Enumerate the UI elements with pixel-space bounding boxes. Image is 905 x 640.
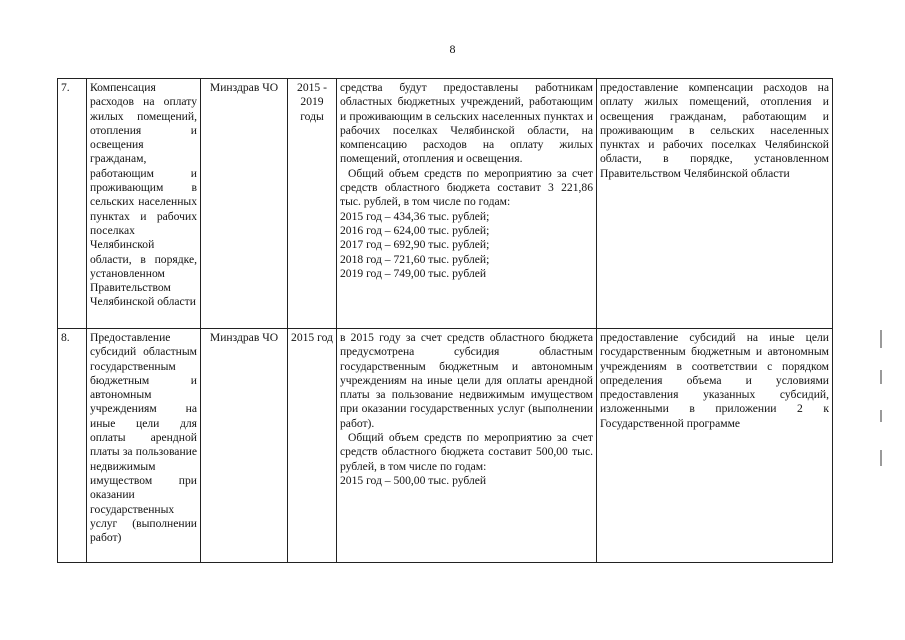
measures-table [57, 78, 833, 563]
expected-result: предоставление субсидий на иные цели государственным бюджетным и автономным учреждениям в соответствии с порядком определения объема и условиями предоставления указанных субсидий, изложенными в приложении 2 к Государственной программе [597, 329, 833, 563]
funding-total: Общий объем средств по мероприятию за счет средств областного бюджета составит 3 221,86 тыс. рублей, в том числе по годам: [340, 166, 593, 209]
scan-mark [880, 370, 882, 384]
period: 2015 год [288, 329, 337, 563]
executor: Минздрав ЧО [201, 79, 288, 329]
funding-year: 2017 год – 692,90 тыс. рублей; [340, 238, 490, 252]
measure-name: Предоставление субсидий областным государственным бюджетным и автономным учреждениям на иные цели для оплаты арендной платы за пользование недвижимым имуществом при оказании государственных услуг (выполнении работ) [87, 329, 201, 563]
description-text: в 2015 году за счет средств областного бюджета предусмотрена субсидия областным государственным бюджетным и автономным учреждениям на иные цели для оплаты арендной платы за пользование недвижимым имуществом при оказании государственных услуг (выполнении работ). [340, 331, 593, 430]
page-number: 8 [449, 42, 456, 56]
description-text: средства будут предоставлены работникам областных бюджетных учреждений, работающим и проживающим в сельских населенных пунктах и рабочих поселках Челябинской области, на компенсацию расходов на оплату жилых помещений, отопления и освещения. [340, 81, 593, 166]
expected-result: предоставление компенсации расходов на оплату жилых помещений, отопления и освещения гражданам, работающим и проживающим в сельских населенных пунктах и рабочих поселках Челябинской области, в порядке, установленном Правительством Челябинской области [597, 79, 833, 329]
measure-description [337, 79, 597, 329]
scan-mark [880, 330, 882, 348]
funding-year: 2018 год – 721,60 тыс. рублей; [340, 252, 490, 266]
funding-year: 2019 год – 749,00 тыс. рублей [340, 266, 487, 280]
table-row [58, 329, 833, 563]
funding-year: 2015 год – 500,00 тыс. рублей [340, 473, 487, 487]
row-number: 8. [58, 329, 87, 563]
table-row [58, 79, 833, 329]
executor: Минздрав ЧО [201, 329, 288, 563]
funding-year: 2015 год – 434,36 тыс. рублей; [340, 209, 490, 223]
scan-margin-marks [880, 330, 886, 490]
scan-mark [880, 450, 882, 466]
row-number: 7. [58, 79, 87, 329]
measure-name: Компенсация расходов на оплату жилых помещений, отопления и освещения гражданам, работающим и проживающим в сельских населенных пунктах и рабочих поселках Челябинской области, в порядке, установленном Правительством Челябинской области [87, 79, 201, 329]
funding-total: Общий объем средств по мероприятию за счет средств областного бюджета составит 500,00 тыс. рублей, в том числе по годам: [340, 431, 593, 473]
funding-year: 2016 год – 624,00 тыс. рублей; [340, 223, 490, 237]
measure-description [337, 329, 597, 563]
period: 2015 - 2019 годы [288, 79, 337, 329]
scan-mark [880, 410, 882, 422]
